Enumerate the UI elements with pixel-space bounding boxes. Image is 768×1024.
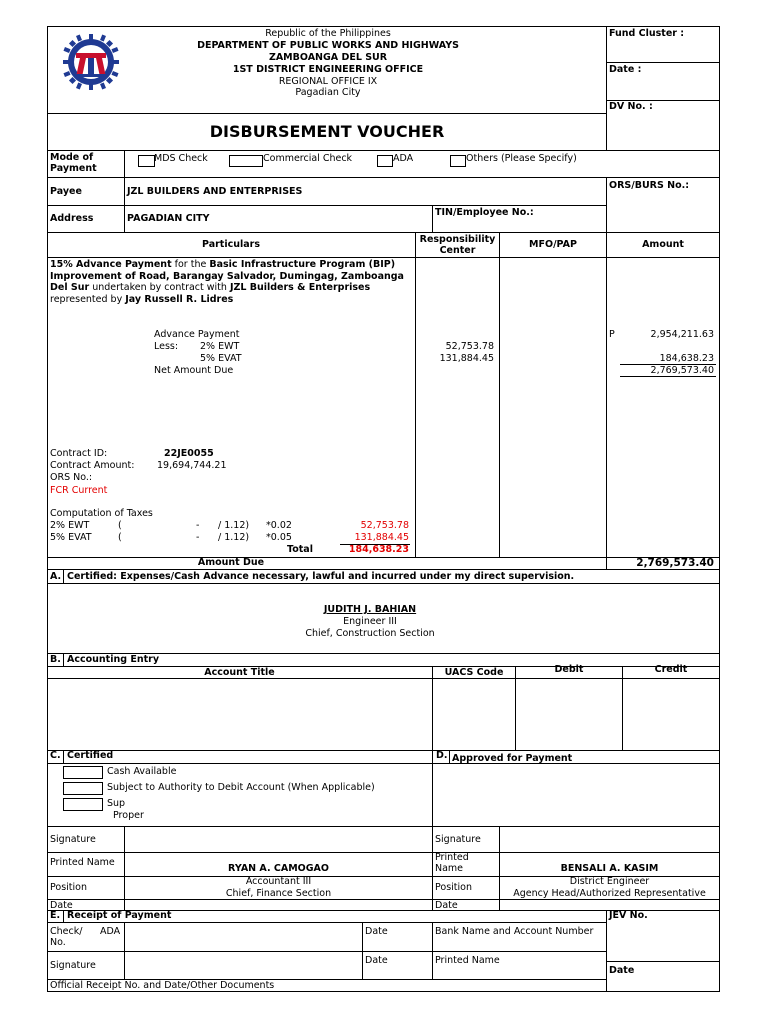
section-b-title: Accounting Entry [67, 654, 160, 665]
description-text: represented by [50, 293, 126, 305]
check-ada-label-3: No. [50, 937, 66, 948]
ewt-row-label: 2% EWT [50, 520, 90, 531]
ada-checkbox[interactable] [377, 155, 393, 167]
project-name: Basic Infrastructure Program (BIP) Improvement of Road, Barangay Salvador, Dumingag, Zamboanga Del Sur [50, 259, 404, 293]
header-city: Pagadian City [295, 87, 361, 98]
header-republic: Republic of the Philippines [265, 28, 391, 39]
ewt-label: 2% EWT [200, 341, 240, 352]
authority-to-debit-checkbox[interactable] [63, 782, 103, 795]
description-text: undertaken by contract with [89, 282, 230, 293]
advance-payment-amount: 2,954,211.63 [650, 329, 714, 340]
contract-amount-value: 19,694,744.21 [157, 460, 227, 471]
description-text: for the [171, 259, 210, 270]
supervisor-name: JUDITH J. BAHIAN [323, 604, 417, 615]
e-date-label: Date [365, 926, 388, 937]
col-debit: Debit [554, 664, 584, 675]
evat-row-rate: *0.05 [266, 532, 292, 543]
header-district-office: 1ST DISTRICT ENGINEERING OFFICE [232, 64, 424, 75]
c-signature-label: Signature [50, 834, 96, 845]
supervisor-designation: Chief, Construction Section [305, 628, 435, 639]
header-regional-office: REGIONAL OFFICE IX [278, 76, 378, 87]
official-receipt-label: Official Receipt No. and Date/Other Documents [50, 980, 275, 991]
ewt-row-rate: *0.02 [266, 520, 292, 531]
col-account-title: Account Title [204, 667, 275, 678]
mode-of-payment-label: Mode of Payment [50, 152, 97, 174]
section-e-title: Receipt of Payment [67, 910, 172, 921]
col-mfo-pap: MFO/PAP [529, 239, 577, 250]
section-a-certification: Certified: Expenses/Cash Advance necessary, lawful and incurred under my direct supervision. [67, 571, 575, 582]
evat-label: 5% EVAT [200, 353, 242, 364]
contractor-name: JZL Builders & Enterprises [229, 282, 371, 293]
ors-no-label: ORS No.: [50, 472, 93, 483]
c-printed-name-label: Printed Name [50, 857, 115, 868]
e-signature-label: Signature [50, 960, 96, 971]
mds-check-label: MDS Check [154, 153, 208, 164]
less-label: Less: [154, 341, 179, 352]
amount-due-label: Amount Due [197, 557, 265, 568]
d-printed-name-label: Printed Name [435, 852, 469, 874]
page-title: DISBURSEMENT VOUCHER [209, 122, 445, 141]
fcr-status: FCR Current [50, 485, 108, 496]
cash-available-label: Cash Available [107, 766, 177, 777]
others-checkbox[interactable] [450, 155, 466, 167]
total-label: Total [287, 544, 313, 555]
net-amount-value: 2,769,573.40 [650, 365, 714, 376]
approver-name: BENSALI A. KASIM [560, 863, 659, 874]
supporting-docs-label-1: Sup [107, 798, 126, 809]
evat-row-label: 5% EVAT [50, 532, 92, 543]
amount-due-value: 2,769,573.40 [636, 557, 714, 569]
tin-label: TIN/Employee No.: [435, 207, 534, 218]
ewt-row-paren: ( [118, 520, 122, 531]
accountant-position: Accountant III [245, 876, 312, 887]
commercial-check-checkbox[interactable] [229, 155, 263, 167]
advance-payment-label: Advance Payment [154, 329, 240, 340]
fund-cluster-label: Fund Cluster : [609, 28, 685, 39]
check-ada-label-2: ADA [100, 926, 121, 937]
col-credit: Credit [654, 664, 688, 675]
contract-amount-label: Contract Amount: [50, 460, 135, 471]
peso-sign: P [609, 329, 615, 340]
representative-name: Jay Russell R. Lidres [125, 293, 234, 305]
col-responsibility-center: Responsibility Center [419, 234, 496, 256]
dpwh-logo [62, 33, 120, 91]
cash-available-checkbox[interactable] [63, 766, 103, 779]
supporting-docs-label-2: Proper [113, 810, 144, 821]
evat-row-base: - [196, 532, 200, 543]
c-position-label: Position [50, 882, 87, 893]
section-d-title: Approved for Payment [452, 753, 573, 764]
particulars-description [50, 259, 412, 305]
address-value: PAGADIAN CITY [127, 213, 210, 224]
less-taxes-amount: 184,638.23 [659, 353, 714, 364]
dv-no-label: DV No. : [609, 101, 653, 112]
ewt-row-value: 52,753.78 [360, 520, 409, 531]
evat-row-value: 131,884.45 [354, 532, 409, 543]
jev-date-label: Date [609, 965, 635, 976]
header-department: DEPARTMENT OF PUBLIC WORKS AND HIGHWAYS [197, 40, 459, 51]
header-province: ZAMBOANGA DEL SUR [268, 52, 388, 63]
col-particulars: Particulars [201, 239, 260, 250]
supervisor-position: Engineer III [343, 616, 397, 627]
contract-id-label: Contract ID: [50, 448, 108, 459]
net-amount-due-label: Net Amount Due [154, 365, 234, 376]
e-date-label-2: Date [365, 955, 388, 966]
bank-account-label: Bank Name and Account Number [435, 926, 594, 937]
approver-position: District Engineer [569, 876, 650, 887]
c-date-label: Date [50, 900, 73, 911]
section-a-letter: A. [50, 571, 62, 582]
approver-designation: Agency Head/Authorized Representative [513, 888, 706, 899]
address-label: Address [50, 213, 94, 224]
commercial-check-label: Commercial Check [263, 153, 353, 164]
others-label: Others (Please Specify) [466, 153, 577, 164]
total-value: 184,638.23 [348, 544, 409, 555]
section-c-letter: C. [50, 750, 61, 761]
accountant-designation: Chief, Finance Section [225, 888, 332, 899]
d-date-label: Date [435, 900, 458, 911]
d-signature-label: Signature [435, 834, 481, 845]
section-e-letter: E. [50, 910, 61, 921]
computation-of-taxes-label: Computation of Taxes [50, 508, 153, 519]
ewt-row-divisor: / 1.12) [218, 520, 250, 531]
section-b-letter: B. [50, 654, 61, 665]
advance-payment-phrase: 15% Advance Payment [50, 259, 172, 270]
evat-row-paren: ( [118, 532, 122, 543]
ewt-row-base: - [196, 520, 200, 531]
section-d-letter: D. [436, 750, 448, 761]
supporting-docs-checkbox[interactable] [63, 798, 103, 811]
e-printed-name-label: Printed Name [435, 955, 500, 966]
d-position-label: Position [435, 882, 472, 893]
jev-no-label: JEV No. [609, 910, 648, 921]
section-c-title: Certified [67, 750, 114, 761]
col-uacs-code: UACS Code [444, 667, 504, 678]
ada-label: ADA [393, 153, 414, 164]
evat-row-divisor: / 1.12) [218, 532, 250, 543]
ors-burs-label: ORS/BURS No.: [609, 180, 690, 191]
authority-to-debit-label: Subject to Authority to Debit Account (When Applicable) [107, 782, 375, 793]
date-label: Date : [609, 64, 642, 75]
payee-value: JZL BUILDERS AND ENTERPRISES [127, 186, 303, 197]
contract-id-value: 22JE0055 [164, 448, 214, 459]
mds-check-checkbox[interactable] [138, 155, 155, 167]
accountant-name: RYAN A. CAMOGAO [228, 863, 329, 874]
col-amount: Amount [642, 239, 684, 250]
check-ada-label-1: Check/ [50, 926, 83, 937]
ewt-rc-value: 52,753.78 [445, 341, 494, 352]
payee-label: Payee [50, 186, 82, 197]
evat-rc-value: 131,884.45 [439, 353, 494, 364]
